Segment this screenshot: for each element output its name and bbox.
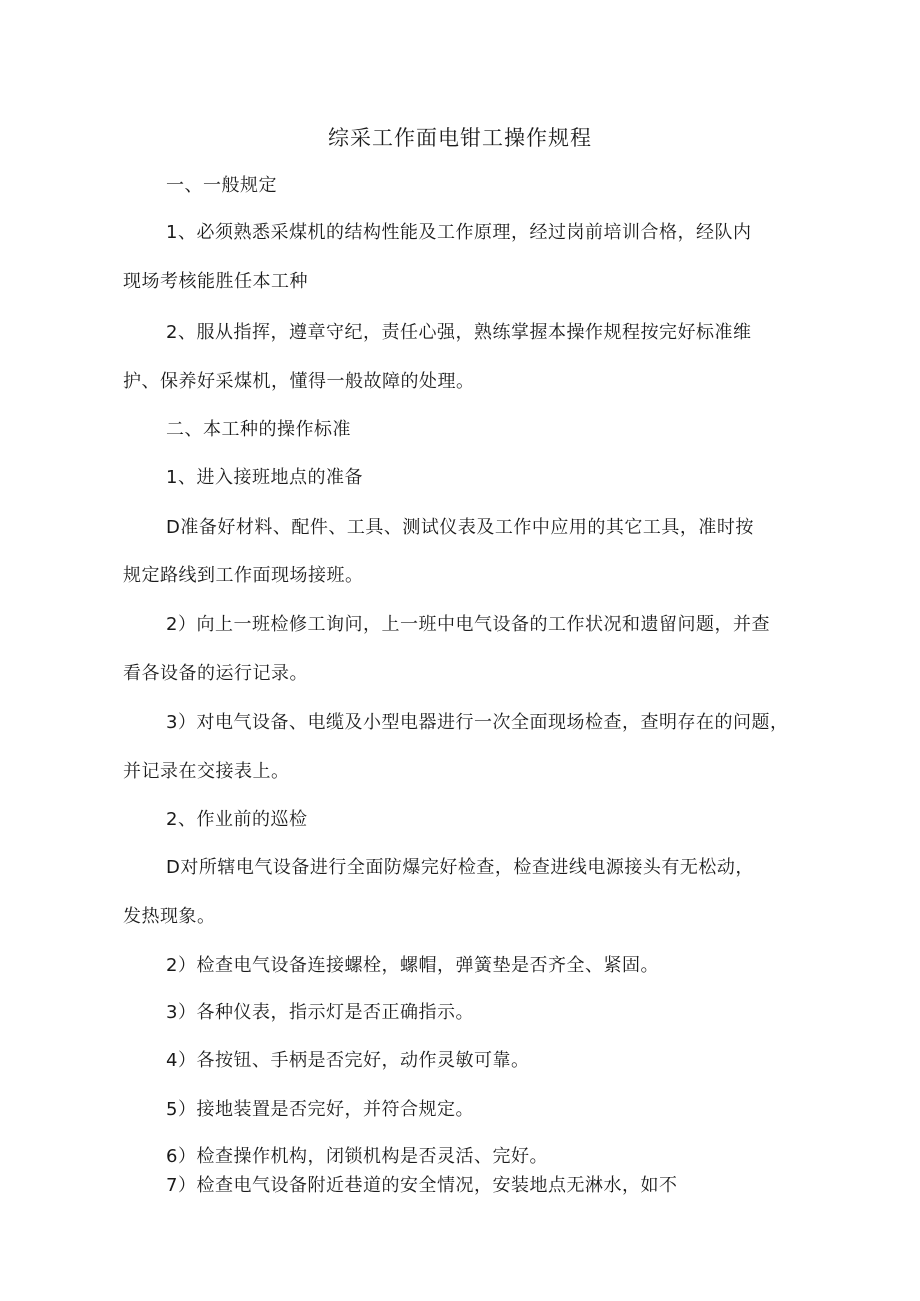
paragraph-line: D准备好材料、配件、工具、测试仪表及工作中应用的其它工具，准时按	[166, 517, 754, 538]
paragraph-line: 发热现象。	[123, 906, 216, 927]
paragraph-line: 2）检查电气设备连接螺栓，螺帽，弹簧垫是否齐全、紧固。	[166, 955, 659, 976]
paragraph-line: 4）各按钮、手柄是否完好，动作灵敏可靠。	[166, 1050, 530, 1071]
paragraph-line: 6）检查操作机构，闭锁机构是否灵活、完好。	[166, 1146, 548, 1167]
subheading-line: 1、进入接班地点的准备	[166, 467, 363, 488]
paragraph-line: 看各设备的运行记录。	[123, 663, 308, 684]
paragraph-line: 2、服从指挥，遵章守纪，责任心强，熟练掌握本操作规程按完好标准维	[166, 322, 752, 343]
paragraph-line: 现场考核能胜任本工种	[123, 271, 308, 292]
paragraph-line: 3）各种仪表，指示灯是否正确指示。	[166, 1002, 474, 1023]
section-heading-general: 一、一般规定	[166, 175, 277, 196]
paragraph-line: 3）对电气设备、电缆及小型电器进行一次全面现场检查，查明存在的问题，	[166, 712, 789, 733]
paragraph-line: 1、必须熟悉采煤机的结构性能及工作原理，经过岗前培训合格，经队内	[166, 222, 752, 243]
paragraph-line: D对所辖电气设备进行全面防爆完好检查，检查进线电源接头有无松动，	[166, 857, 754, 878]
document-title: 综采工作面电钳工操作规程	[328, 126, 592, 150]
paragraph-line: 2）向上一班检修工询问，上一班中电气设备的工作状况和遗留问题，并查	[166, 614, 770, 635]
section-heading-standards: 二、本工种的操作标准	[166, 419, 351, 440]
paragraph-line: 并记录在交接表上。	[123, 761, 290, 782]
paragraph-line: 规定路线到工作面现场接班。	[123, 565, 364, 586]
paragraph-line: 7）检查电气设备附近巷道的安全情况，安装地点无淋水，如不	[166, 1175, 678, 1196]
paragraph-line: 护、保养好采煤机，懂得一般故障的处理。	[123, 371, 475, 392]
paragraph-line: 5）接地装置是否完好，并符合规定。	[166, 1099, 474, 1120]
subheading-line: 2、作业前的巡检	[166, 809, 308, 830]
